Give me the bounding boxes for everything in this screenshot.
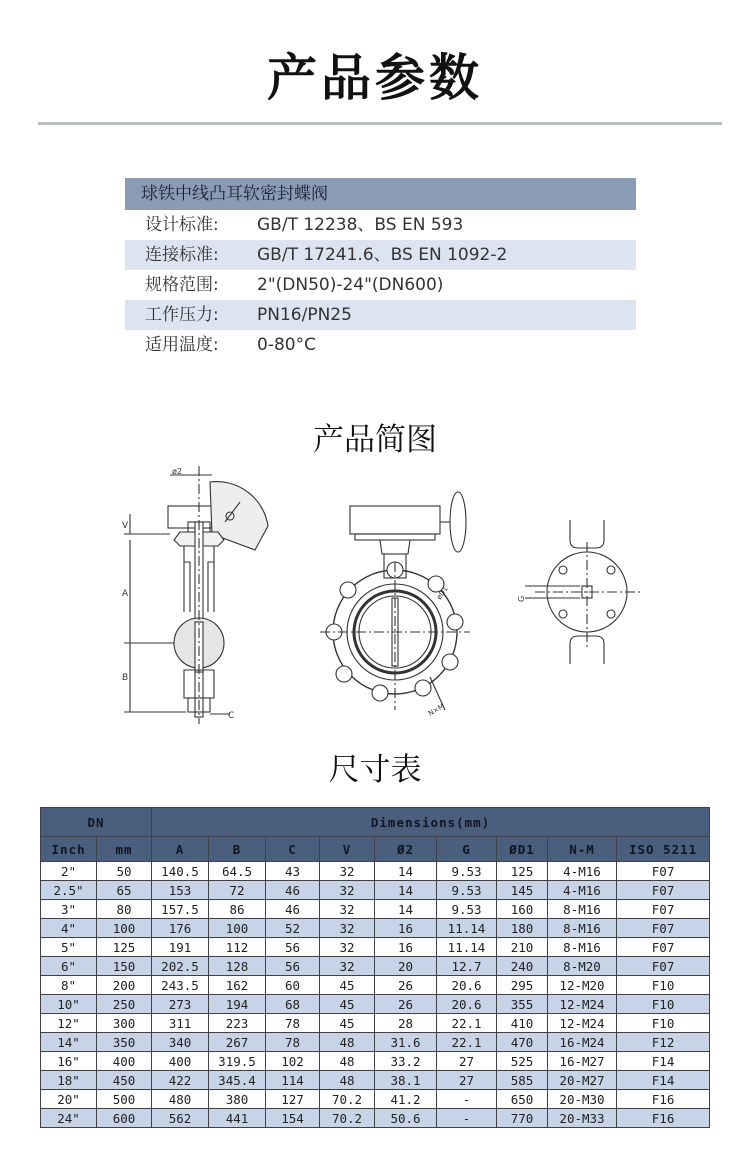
table-row [41,957,710,976]
table-cell: 3" [41,900,97,919]
table-cell: 72 [209,881,266,900]
table-cell: 11.14 [437,938,497,957]
table-cell: 2.5" [41,881,97,900]
table-cell: 20 [375,957,437,976]
table-cell: 176 [152,919,209,938]
table-cell: 100 [209,919,266,938]
spec-box [125,178,636,360]
table-row [41,995,710,1014]
table-cell: 11.14 [437,919,497,938]
table-cell: 140.5 [152,862,209,881]
dn-group-header: DN [41,808,152,837]
table-cell: 8-M16 [548,919,617,938]
table-cell: F10 [617,995,710,1014]
table-cell: 48 [320,1033,375,1052]
table-cell: 78 [266,1033,320,1052]
column-header: A [152,837,209,862]
table-cell: 33.2 [375,1052,437,1071]
dim-label-phi2: ø2 [172,467,182,476]
table-cell: 355 [497,995,548,1014]
table-cell: 102 [266,1052,320,1071]
table-cell: 128 [209,957,266,976]
table-row [41,1071,710,1090]
table-cell: 56 [266,957,320,976]
table-cell: 770 [497,1109,548,1128]
table-cell: 480 [152,1090,209,1109]
table-cell: 350 [97,1033,152,1052]
table-cell: 345.4 [209,1071,266,1090]
table-cell: 12-M24 [548,995,617,1014]
table-cell: 20-M30 [548,1090,617,1109]
table-cell: 28 [375,1014,437,1033]
table-cell: F10 [617,1014,710,1033]
table-cell: F07 [617,862,710,881]
table-cell: 70.2 [320,1109,375,1128]
table-cell: F07 [617,881,710,900]
table-cell: 32 [320,957,375,976]
column-header: mm [97,837,152,862]
table-cell: 340 [152,1033,209,1052]
table-row [41,1090,710,1109]
table-cell: 46 [266,881,320,900]
table-cell: 191 [152,938,209,957]
table-cell: 250 [97,995,152,1014]
table-cell: F07 [617,919,710,938]
table-cell: 45 [320,1014,375,1033]
table-cell: 243.5 [152,976,209,995]
table-cell: 240 [497,957,548,976]
table-cell: 4-M16 [548,881,617,900]
spec-value: GB/T 12238、BS EN 593 [257,215,464,235]
table-cell: 50.6 [375,1109,437,1128]
dim-label-c: C [228,711,235,721]
table-cell: 80 [97,900,152,919]
table-cell: 400 [97,1052,152,1071]
table-cell: F07 [617,957,710,976]
dimension-table [40,807,710,1128]
table-cell: F14 [617,1052,710,1071]
table-cell: 273 [152,995,209,1014]
table-cell: 400 [152,1052,209,1071]
table-cell: 114 [266,1071,320,1090]
table-cell: F12 [617,1033,710,1052]
table-cell: - [437,1090,497,1109]
table-cell: 380 [209,1090,266,1109]
table-cell: 16" [41,1052,97,1071]
table-cell: 145 [497,881,548,900]
spec-row-connection-standard [125,240,636,270]
table-cell: F07 [617,900,710,919]
table-row [41,900,710,919]
table-cell: 60 [266,976,320,995]
table-cell: 500 [97,1090,152,1109]
table-cell: 38.1 [375,1071,437,1090]
dim-label-g: G [517,595,526,602]
table-cell: F07 [617,938,710,957]
spec-row-design-standard [125,210,636,240]
table-cell: 650 [497,1090,548,1109]
spec-label: 规格范围: [145,275,219,295]
column-header: V [320,837,375,862]
table-cell: 422 [152,1071,209,1090]
table-row [41,919,710,938]
table-row [41,938,710,957]
table-cell: 125 [97,938,152,957]
table-cell: 8-M16 [548,938,617,957]
dimension-table-title: 尺寸表 [328,752,422,788]
table-cell: 8-M20 [548,957,617,976]
page-title: 产品参数 [267,49,483,107]
spec-row-temperature [125,330,636,360]
valve-drawings [100,462,660,727]
dimension-table-body [41,862,710,1128]
table-cell: 4" [41,919,97,938]
table-cell: 2" [41,862,97,881]
table-cell: 52 [266,919,320,938]
column-header: ISO 5211 [617,837,710,862]
table-cell: 27 [437,1071,497,1090]
front-view-drawing [320,492,470,710]
table-cell: F16 [617,1109,710,1128]
spec-label: 适用温度: [145,335,219,355]
table-cell: 41.2 [375,1090,437,1109]
table-cell: 20.6 [437,995,497,1014]
table-cell: 562 [152,1109,209,1128]
table-cell: 32 [320,938,375,957]
table-cell: 450 [97,1071,152,1090]
table-cell: 12" [41,1014,97,1033]
table-cell: F10 [617,976,710,995]
table-cell: 14" [41,1033,97,1052]
table-cell: F14 [617,1071,710,1090]
table-cell: 45 [320,976,375,995]
spec-value: 2"(DN50)-24"(DN600) [257,275,444,295]
table-cell: 70.2 [320,1090,375,1109]
dim-label-b: B [122,673,129,683]
spec-row-working-pressure [125,300,636,330]
table-cell: 200 [97,976,152,995]
table-row [41,1109,710,1128]
table-cell: 194 [209,995,266,1014]
spec-value: 0-80°C [257,335,316,355]
table-cell: 410 [497,1014,548,1033]
spec-label: 连接标准: [145,245,219,265]
table-cell: 311 [152,1014,209,1033]
table-cell: 9.53 [437,881,497,900]
table-cell: 157.5 [152,900,209,919]
table-cell: 20" [41,1090,97,1109]
side-view-drawing [124,466,268,724]
table-cell: 267 [209,1033,266,1052]
table-cell: 585 [497,1071,548,1090]
table-cell: 202.5 [152,957,209,976]
table-cell: 12.7 [437,957,497,976]
table-cell: 16-M27 [548,1052,617,1071]
table-cell: 43 [266,862,320,881]
table-cell: 16 [375,919,437,938]
spec-value: PN16/PN25 [257,305,352,325]
table-cell: 319.5 [209,1052,266,1071]
table-row [41,1033,710,1052]
table-cell: - [437,1109,497,1128]
table-row [41,1014,710,1033]
table-cell: 10" [41,995,97,1014]
table-cell: 14 [375,900,437,919]
table-cell: 525 [497,1052,548,1071]
column-header: Ø2 [375,837,437,862]
table-cell: 8" [41,976,97,995]
title-divider [38,122,722,125]
table-cell: 20.6 [437,976,497,995]
table-cell: 16-M24 [548,1033,617,1052]
table-cell: 45 [320,995,375,1014]
table-cell: 125 [497,862,548,881]
table-cell: 68 [266,995,320,1014]
spec-value: GB/T 17241.6、BS EN 1092-2 [257,245,508,265]
table-cell: 31.6 [375,1033,437,1052]
table-cell: 46 [266,900,320,919]
table-cell: 32 [320,881,375,900]
flange-view-drawing [525,520,640,664]
table-cell: 78 [266,1014,320,1033]
table-cell: 9.53 [437,900,497,919]
spec-product-name: 球铁中线凸耳软密封蝶阀 [125,178,636,210]
table-cell: 180 [497,919,548,938]
table-cell: 26 [375,976,437,995]
spec-label: 设计标准: [145,215,219,235]
table-cell: 20-M33 [548,1109,617,1128]
table-cell: 14 [375,881,437,900]
column-header: Inch [41,837,97,862]
table-cell: 6" [41,957,97,976]
table-cell: 32 [320,900,375,919]
table-cell: 12-M20 [548,976,617,995]
table-cell: 56 [266,938,320,957]
table-cell: 16 [375,938,437,957]
spec-label: 工作压力: [145,305,219,325]
column-header: C [266,837,320,862]
dimensions-group-header: Dimensions(mm) [152,808,710,837]
column-header: G [437,837,497,862]
column-header: N-M [548,837,617,862]
table-cell: 14 [375,862,437,881]
table-row [41,862,710,881]
table-cell: 300 [97,1014,152,1033]
dim-label-nm: N×M [427,702,446,718]
table-cell: 470 [497,1033,548,1052]
table-cell: 22.1 [437,1033,497,1052]
table-cell: 32 [320,919,375,938]
table-cell: 223 [209,1014,266,1033]
table-cell: 18" [41,1071,97,1090]
table-cell: 48 [320,1071,375,1090]
table-cell: 160 [497,900,548,919]
table-row [41,881,710,900]
table-cell: 12-M24 [548,1014,617,1033]
table-cell: 8-M16 [548,900,617,919]
table-cell: 100 [97,919,152,938]
table-cell: 86 [209,900,266,919]
table-cell: 26 [375,995,437,1014]
table-cell: 153 [152,881,209,900]
table-cell: 9.53 [437,862,497,881]
table-cell: 295 [497,976,548,995]
spec-row-size-range [125,270,636,300]
table-cell: 22.1 [437,1014,497,1033]
column-header: B [209,837,266,862]
table-cell: 162 [209,976,266,995]
table-cell: 65 [97,881,152,900]
dim-label-phid1: øD1 [435,584,450,602]
table-cell: 48 [320,1052,375,1071]
table-cell: 50 [97,862,152,881]
table-cell: 4-M16 [548,862,617,881]
dim-label-a: A [122,589,129,599]
table-cell: F16 [617,1090,710,1109]
table-cell: 600 [97,1109,152,1128]
table-cell: 441 [209,1109,266,1128]
table-cell: 20-M27 [548,1071,617,1090]
diagram-title: 产品简图 [313,422,437,458]
column-header: ØD1 [497,837,548,862]
table-cell: 154 [266,1109,320,1128]
table-cell: 27 [437,1052,497,1071]
table-cell: 210 [497,938,548,957]
table-cell: 127 [266,1090,320,1109]
table-row [41,1052,710,1071]
table-cell: 24" [41,1109,97,1128]
dim-label-v: V [122,521,129,531]
table-cell: 5" [41,938,97,957]
table-cell: 64.5 [209,862,266,881]
table-cell: 32 [320,862,375,881]
table-row [41,976,710,995]
table-cell: 112 [209,938,266,957]
table-cell: 150 [97,957,152,976]
